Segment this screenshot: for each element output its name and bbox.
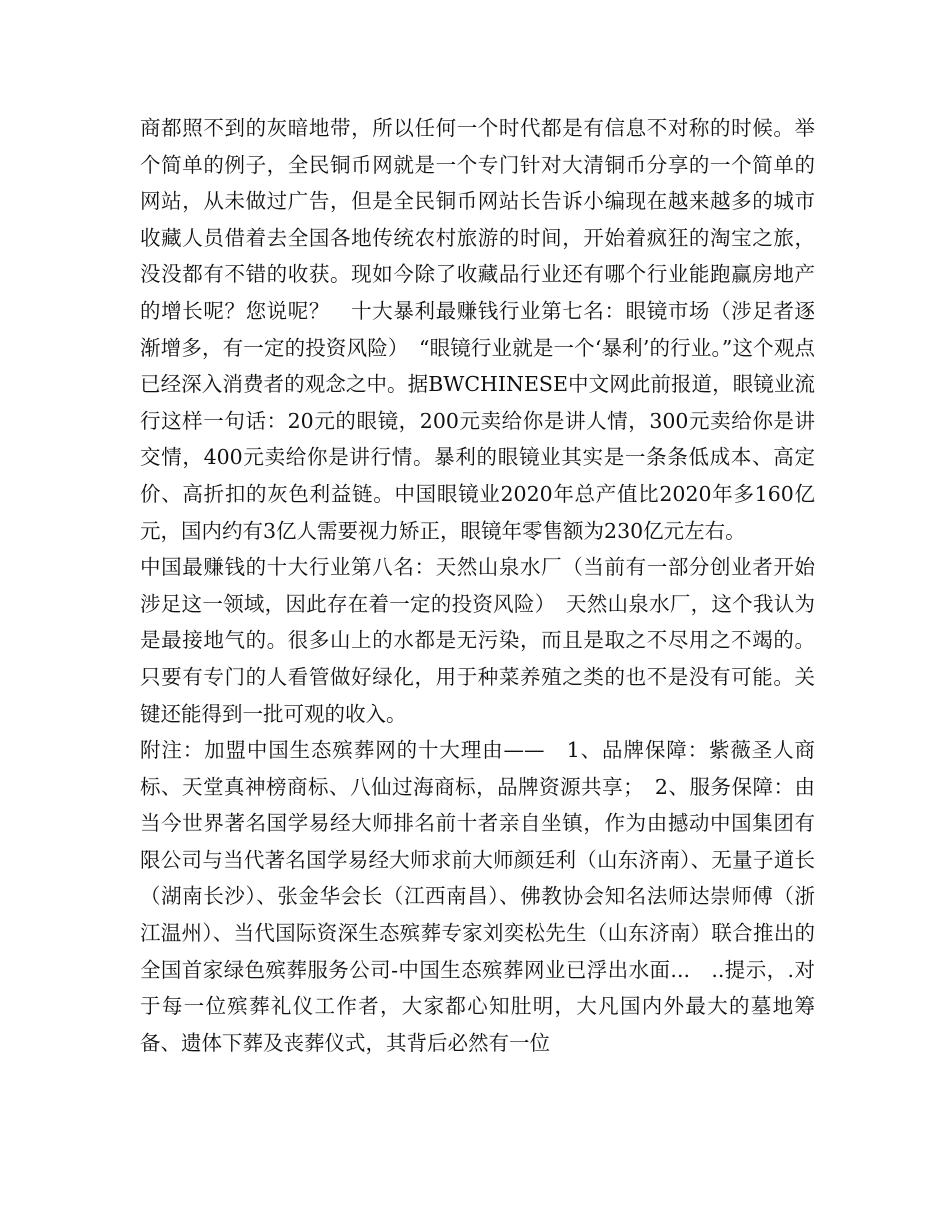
paragraph-eyewear: 商都照不到的灰暗地带，所以任何一个时代都是有信息不对称的时候。举个简单的例子，全民铜币网就是一个专门针对大清铜币分享的一个简单的网站，从未做过广告，但是全民铜币网站长告诉小编现在越来越多的城市收藏人员借着去全国各地传统农村旅游的时间，开始着疯狂的淘宝之旅，没没都有不错的收获。现如今除了收藏品行业还有哪个行业能跑赢房地产的增长呢？您说呢？ 十大暴利最赚钱行业第七名：眼镜市场（涉足者逐渐增多，有一定的投资风险） “眼镜行业就是一个‘暴利’的行业。”这个观点已经深入消费者的观念之中。据BWCHINESE中文网此前报道，眼镜业流行这样一句话：20元的眼镜，200元卖给你是讲人情，300元卖给你是讲交情，400元卖给你是讲行情。暴利的眼镜业其实是一条条低成本、高定价、高折扣的灰色利益链。中国眼镜业2020年总产值比2020年多160亿元，国内约有3亿人需要视力矫正，眼镜年零售额为230亿元左右。 xyxy=(140,116,815,543)
paragraph-spring-water: 中国最赚钱的十大行业第八名：天然山泉水厂（当前有一部分创业者开始涉足这一领域，因此存在着一定的投资风险） 天然山泉水厂，这个我认为是最接地气的。很多山上的水都是无污染，而且是取之不尽用之不竭的。只要有专门的人看管做好绿化，用于种菜养殖之类的也不是没有可能。关键还能得到一批可观的收入。 xyxy=(140,555,815,726)
document-body xyxy=(140,110,815,1061)
paragraph-note: 附注：加盟中国生态殡葬网的十大理由—— 1、品牌保障：紫薇圣人商标、天堂真神榜商标、八仙过海商标，品牌资源共享； 2、服务保障：由当今世界著名国学易经大师排名前十者亲自坐镇，作为由撼动中国集团有限公司与当代著名国学易经大师求前大师颜廷利（山东济南）、无量子道长（湖南长沙）、张金华会长（江西南昌）、佛教协会知名法师达崇师傅（浙江温州）、当代国际资深生态殡葬专家刘奕松先生（山东济南）联合推出的全国首家绿色殡葬服务公司-中国生态殡葬网业已浮出水面... ..提示，.对于每一位殡葬礼仪工作者，大家都心知肚明，大凡国内外最大的墓地筹备、遗体下葬及丧葬仪式，其背后必然有一位 xyxy=(140,738,815,1055)
